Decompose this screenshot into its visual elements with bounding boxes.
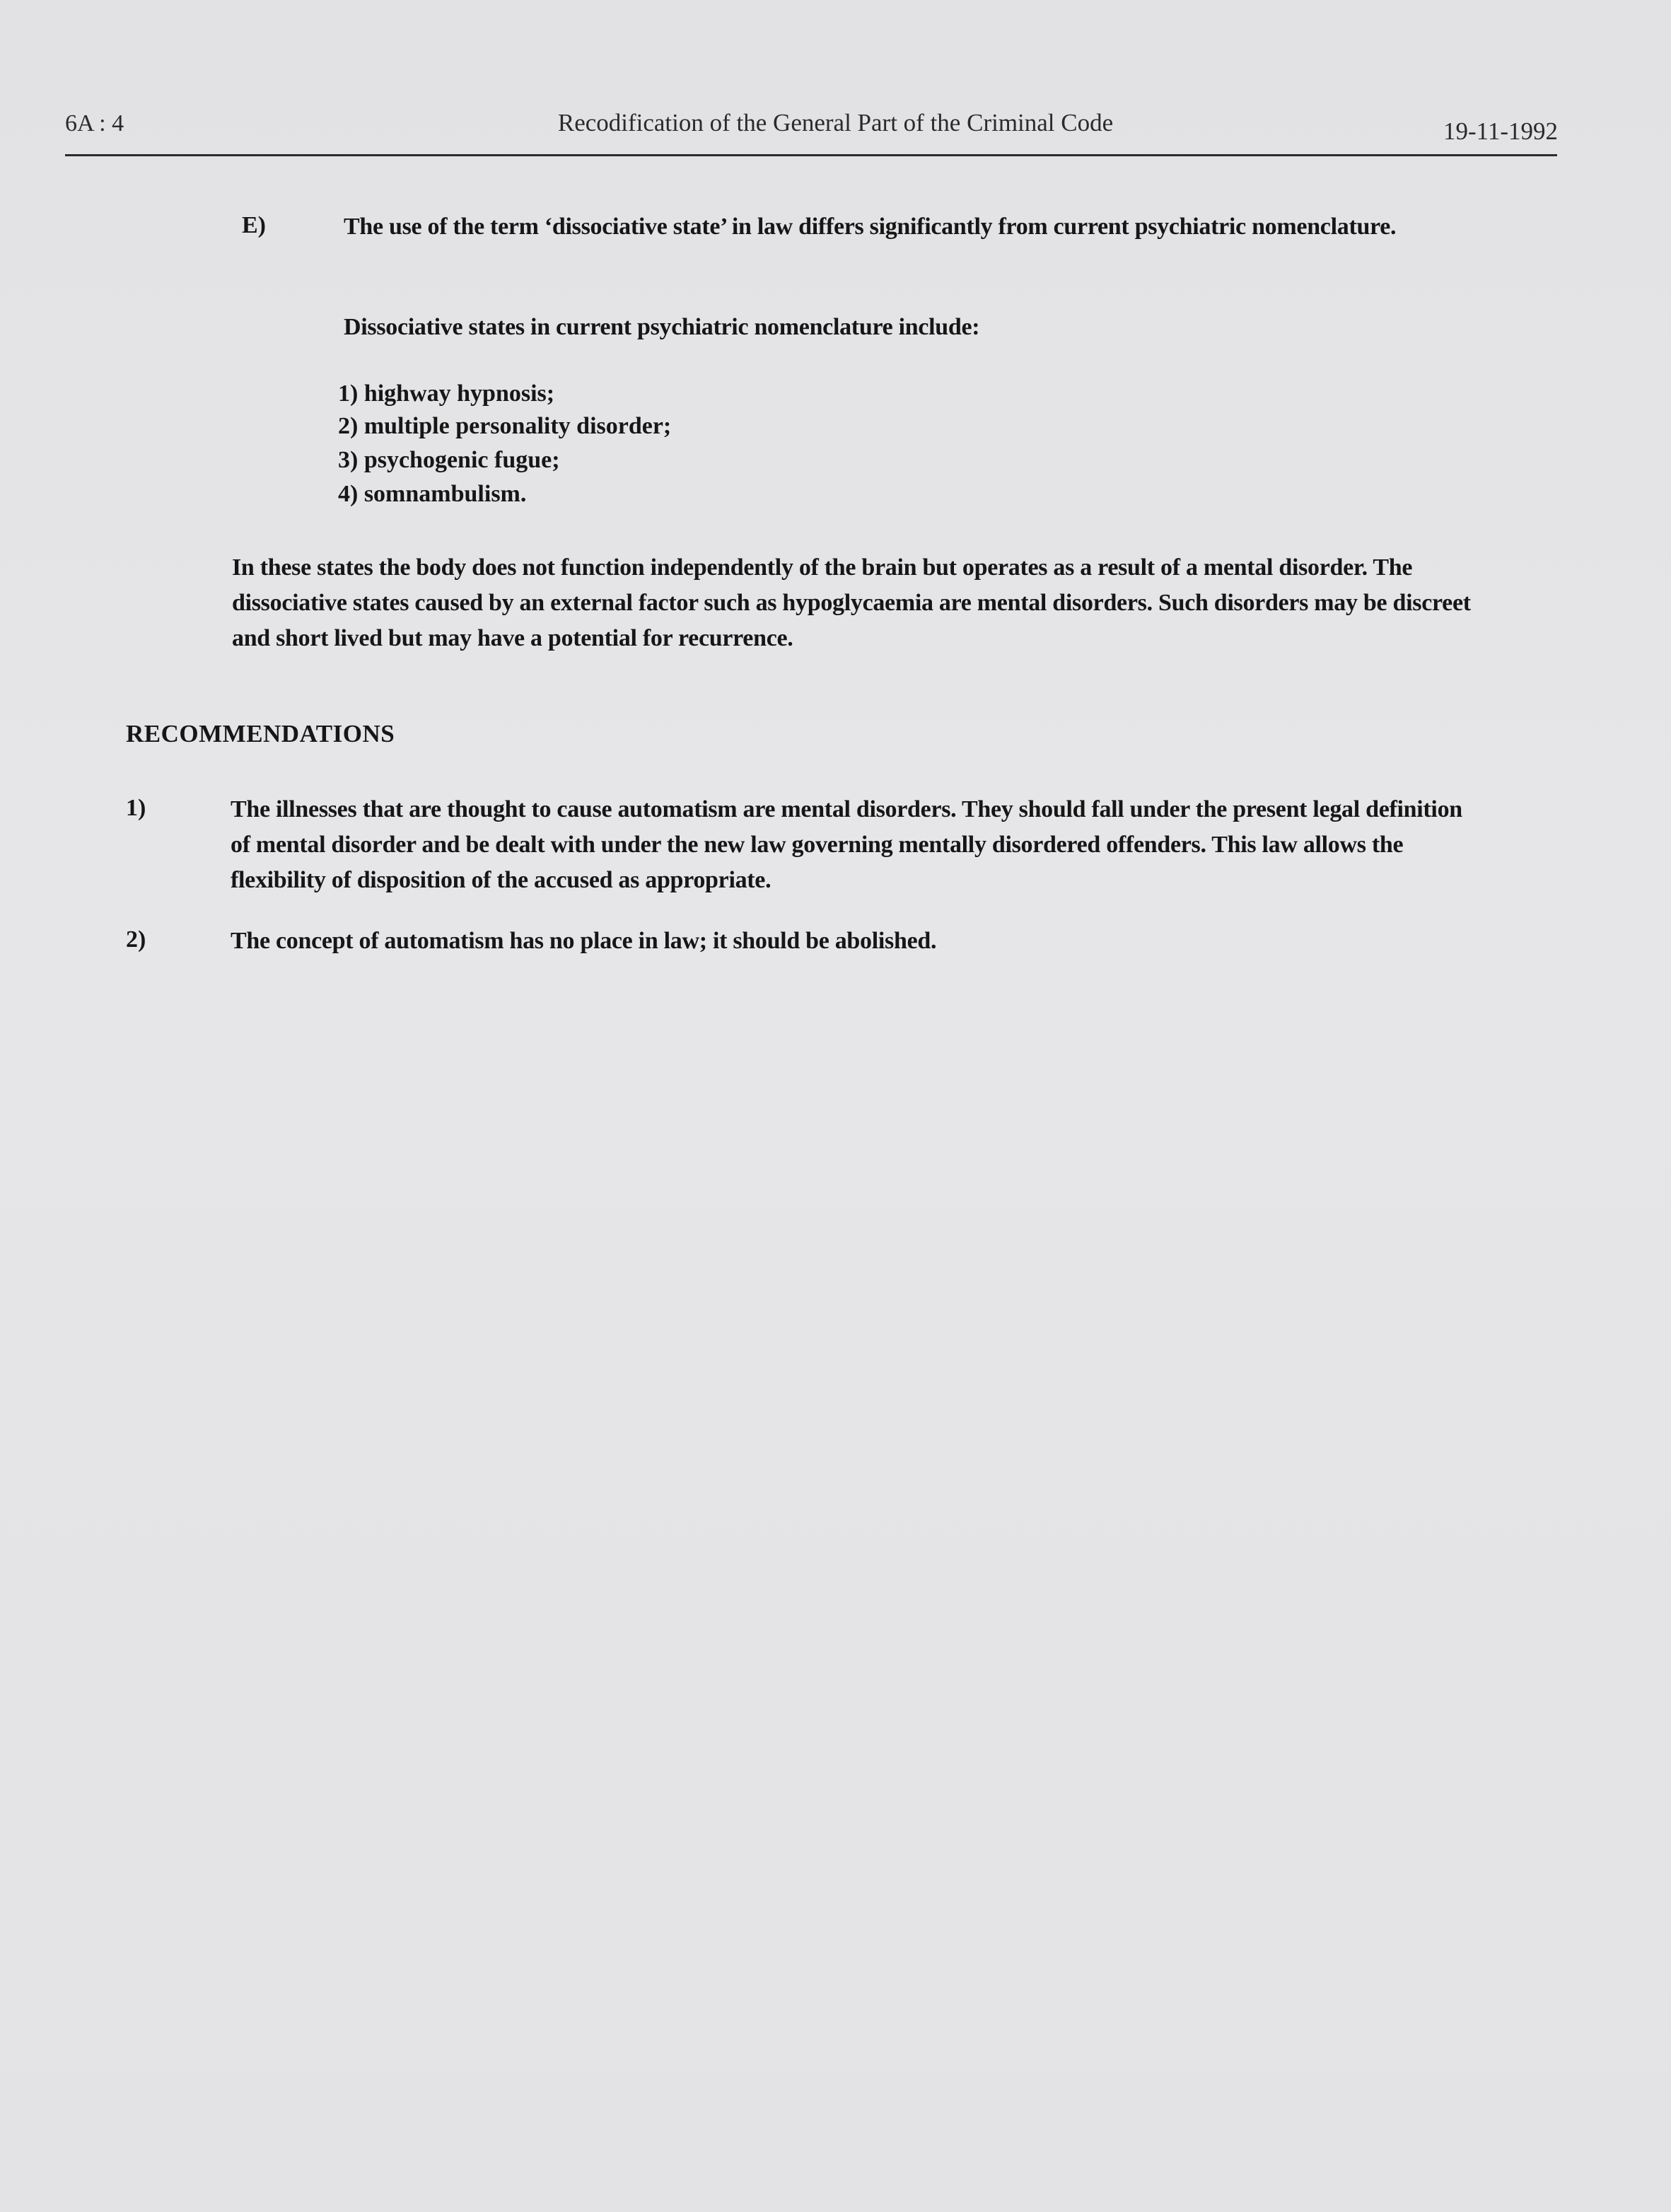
recommendations-heading: RECOMMENDATIONS bbox=[126, 720, 395, 747]
section-e-label: E) bbox=[242, 212, 266, 238]
section-e-statement: The use of the term ‘dissociative state’ in law differs significantly from current psychiatric nomenclature. bbox=[344, 214, 1397, 240]
list-item: 2) multiple personality disorder; bbox=[338, 413, 672, 439]
header-rule bbox=[65, 154, 1557, 156]
recommendation-text: The concept of automatism has no place in law; it should be abolished. bbox=[231, 928, 937, 954]
running-title: Recodification of the General Part of the Criminal Code bbox=[557, 109, 1114, 136]
recommendation-number: 1) bbox=[126, 795, 146, 821]
section-e-explanation: In these states the body does not function independently of the brain but operates as a result of a mental disorder. The dissociative states caused by an external factor such as hypoglycaemia are mental disorders. Such disorders may be discreet and short lived but may have a potential for recurrence. bbox=[232, 554, 1471, 651]
section-e-intro: Dissociative states in current psychiatric nomenclature include: bbox=[344, 314, 980, 340]
list-item: 3) psychogenic fugue; bbox=[338, 447, 560, 473]
recommendation-number: 2) bbox=[126, 926, 146, 953]
page-number: 6A : 4 bbox=[65, 110, 124, 136]
list-item: 4) somnambulism. bbox=[338, 481, 527, 507]
document-date: 19-11-1992 bbox=[1443, 117, 1558, 145]
recommendation-text: The illnesses that are thought to cause automatism are mental disorders. They should fall under the present legal definition of mental disorder and be dealt with under the new law governing mentally disordered offenders. This law allows the flexibility of disposition of the accused as appropriate. bbox=[231, 796, 1462, 893]
list-item: 1) highway hypnosis; bbox=[338, 380, 555, 407]
